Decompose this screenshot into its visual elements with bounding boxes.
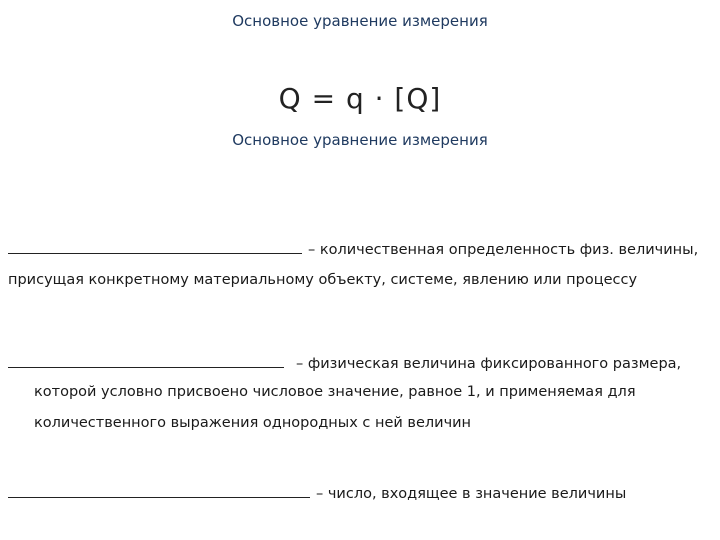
measurement-equation: Q = q · [Q] xyxy=(278,82,442,115)
slide-title: Основное уравнение измерения xyxy=(232,12,488,30)
definition-2-text-1: – физическая величина фиксированного размера, xyxy=(296,356,682,372)
definition-3-text-1: – число, входящее в значение величины xyxy=(316,486,627,502)
definition-1-line-1 xyxy=(8,239,698,258)
definition-1-line-2: присущая конкретному материальному объекту, системе, явлению или процессу xyxy=(8,272,638,288)
definition-3-line-1 xyxy=(8,483,626,502)
answer-blank-1 xyxy=(8,239,302,254)
answer-blank-2 xyxy=(8,353,284,368)
definition-2-line-2: которой условно присвоено числовое значение, равное 1, и применяемая для xyxy=(34,384,636,400)
definition-1-text-1: – количественная определенность физ. величины, xyxy=(308,242,699,258)
answer-blank-3 xyxy=(8,483,310,498)
equation-caption: Основное уравнение измерения xyxy=(232,131,488,149)
definition-2-line-3: количественного выражения однородных с ней величин xyxy=(34,415,472,431)
definition-2-line-1 xyxy=(8,353,681,372)
